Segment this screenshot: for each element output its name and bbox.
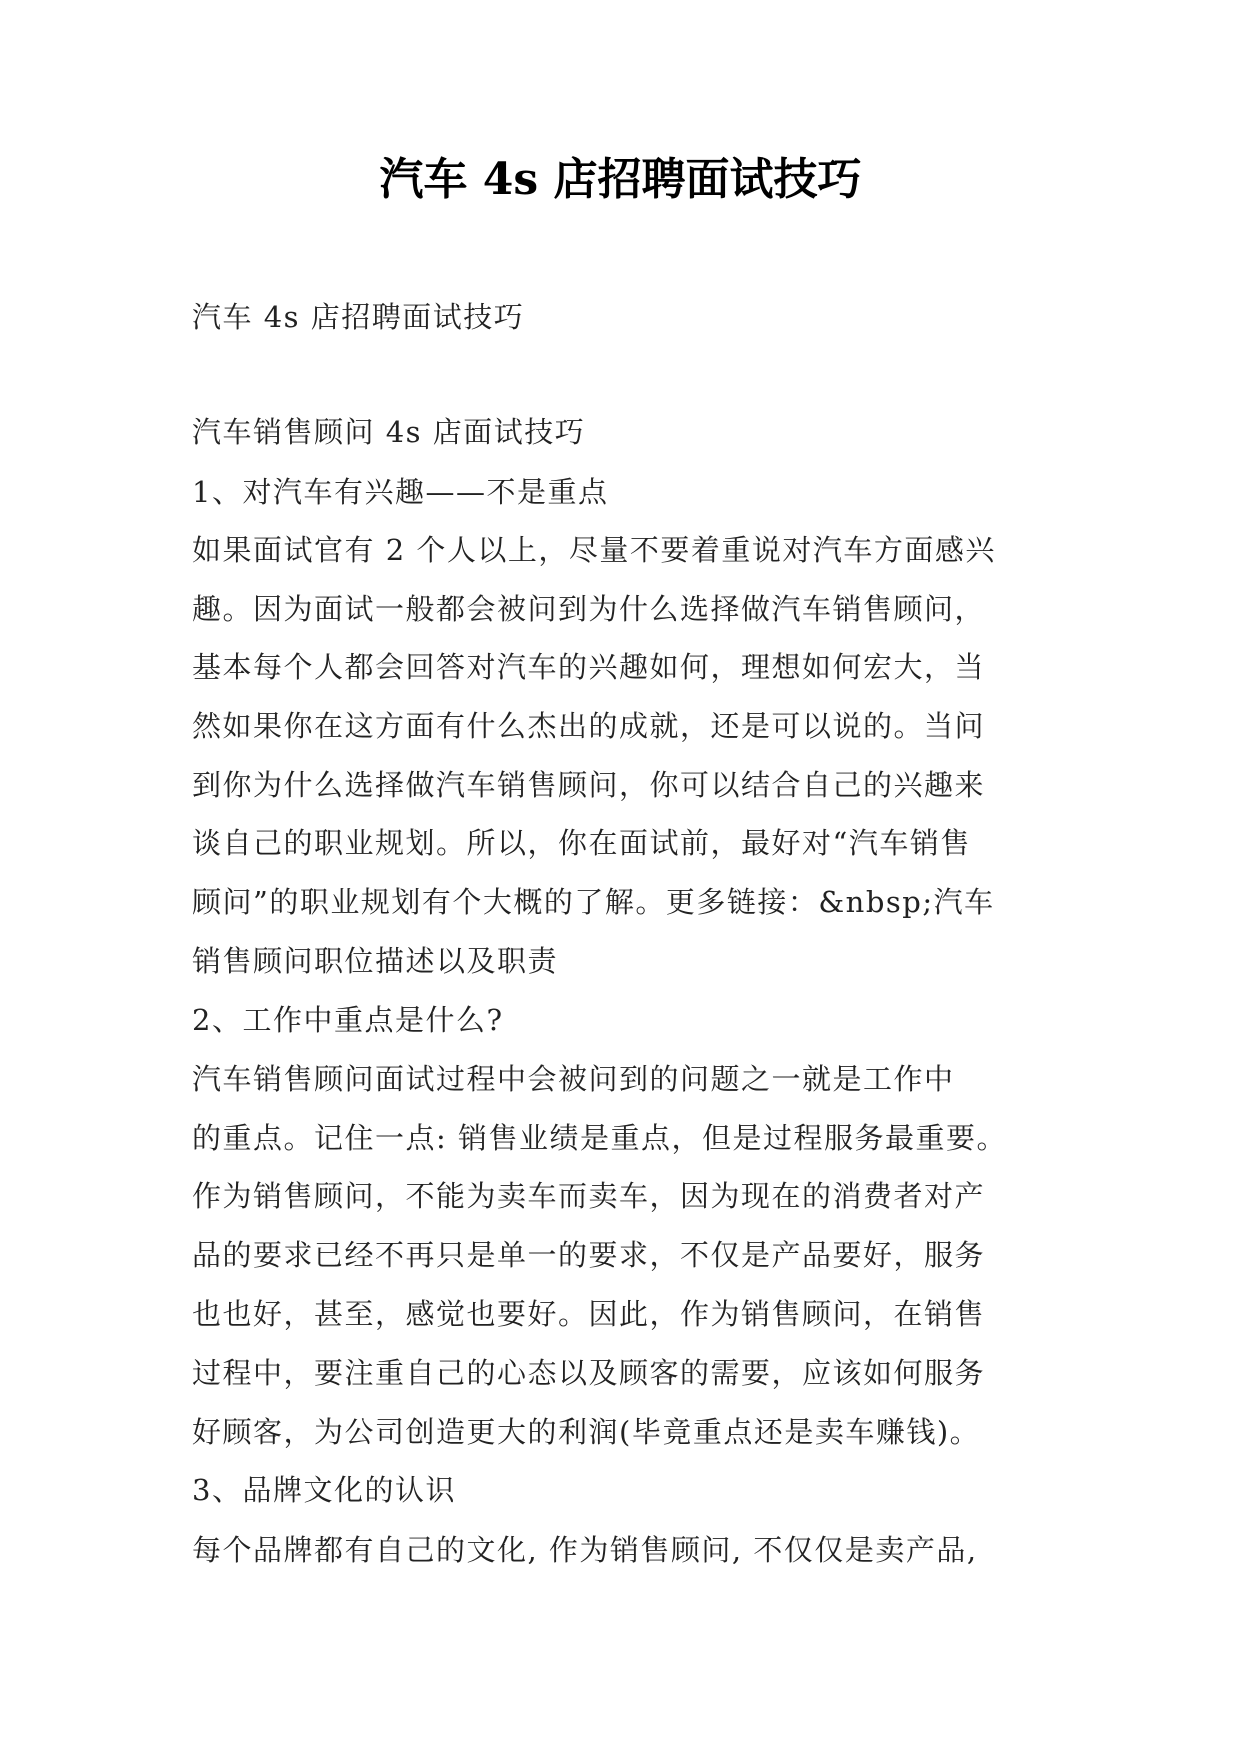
- heading-3: 3、品牌文化的认识: [192, 1473, 456, 1507]
- paragraph-line: 作为销售顾问，不能为卖车而卖车，因为现在的消费者对产: [192, 1179, 986, 1213]
- paragraph-line: 过程中，要注重自己的心态以及顾客的需要，应该如何服务: [192, 1356, 986, 1390]
- paragraph-line: 销售顾问职位描述以及职责: [192, 944, 559, 978]
- paragraph-line: 到你为什么选择做汽车销售顾问，你可以结合自己的兴趣来: [192, 768, 986, 802]
- heading-1: 1、对汽车有兴趣——不是重点: [192, 475, 609, 509]
- paragraph-line: 如果面试官有 2 个人以上，尽量不要着重说对汽车方面感兴: [192, 533, 996, 567]
- paragraph-line: 趣。因为面试一般都会被问到为什么选择做汽车销售顾问，: [192, 592, 986, 626]
- section-title: 汽车销售顾问 4s 店面试技巧: [192, 415, 586, 449]
- paragraph-line: 基本每个人都会回答对汽车的兴趣如何，理想如何宏大，当: [192, 650, 986, 684]
- paragraph-line: 好顾客，为公司创造更大的利润(毕竟重点还是卖车赚钱)。: [192, 1415, 981, 1449]
- document-subtitle: 汽车 4s 店招聘面试技巧: [192, 300, 525, 334]
- paragraph-line: 每个品牌都有自己的文化, 作为销售顾问, 不仅仅是卖产品,: [192, 1533, 978, 1567]
- paragraph-line: 品的要求已经不再只是单一的要求，不仅是产品要好，服务: [192, 1238, 986, 1272]
- document-title: 汽车 4s 店招聘面试技巧: [379, 154, 862, 205]
- heading-2: 2、工作中重点是什么?: [192, 1003, 504, 1037]
- paragraph-line: 也也好，甚至，感觉也要好。因此，作为销售顾问，在销售: [192, 1297, 986, 1331]
- paragraph-line: 汽车销售顾问面试过程中会被问到的问题之一就是工作中: [192, 1062, 955, 1096]
- paragraph-line: 谈自己的职业规划。所以，你在面试前，最好对“汽车销售: [192, 826, 971, 860]
- paragraph-line: 的重点。记住一点: 销售业绩是重点，但是过程服务最重要。: [192, 1121, 1007, 1155]
- paragraph-line: 顾问”的职业规划有个大概的了解。更多链接：&nbsp;汽车: [192, 885, 995, 919]
- paragraph-line: 然如果你在这方面有什么杰出的成就，还是可以说的。当问: [192, 709, 986, 743]
